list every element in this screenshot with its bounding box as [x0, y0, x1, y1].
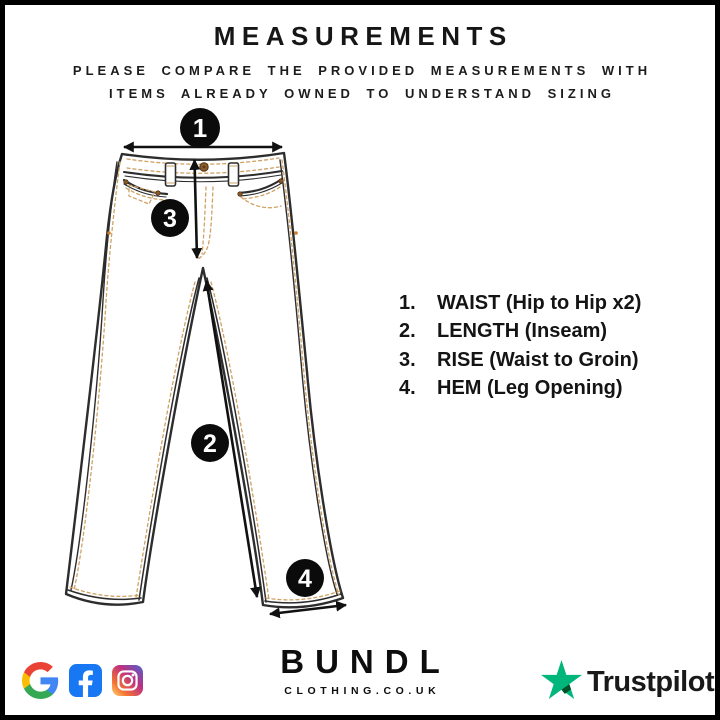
facebook-icon	[69, 664, 102, 702]
marker-1-badge	[180, 108, 220, 148]
marker-2-badge	[191, 424, 229, 462]
legend-item-label: HEM (Leg Opening)	[437, 377, 623, 400]
legend-item-label: LENGTH (Inseam)	[437, 320, 608, 343]
marker-3-badge	[151, 199, 189, 237]
legend-item-label: RISE (Waist to Groin)	[437, 348, 639, 371]
brand-logo	[280, 643, 451, 697]
legend-item-waist	[399, 289, 641, 318]
marker-4-number: 4	[298, 565, 312, 593]
legend-item-label: WAIST (Hip to Hip x2)	[437, 291, 642, 314]
jeans-diagram	[50, 95, 380, 630]
marker-4-badge	[286, 559, 324, 597]
social-icons	[22, 662, 143, 704]
page-title: MEASUREMENTS	[213, 21, 513, 51]
brand-name: BUNDL	[280, 643, 451, 680]
subtitle-line-1: PLEASE COMPARE THE PROVIDED MEASUREMENTS WITH	[72, 63, 652, 78]
legend-item-number: 1.	[399, 291, 416, 314]
trustpilot-wordmark: Trustpilot	[587, 665, 715, 698]
header	[5, 5, 715, 105]
marker-3-number: 3	[163, 205, 177, 233]
legend-list	[399, 289, 641, 403]
legend-item-number: 2.	[399, 320, 416, 343]
trustpilot-star-icon	[541, 660, 582, 704]
instagram-icon	[112, 665, 143, 701]
google-icon	[22, 662, 59, 704]
subtitle-line-2: ITEMS ALREADY OWNED TO UNDERSTAND SIZING	[109, 86, 615, 101]
legend-item-number: 3.	[399, 348, 416, 371]
marker-1-number: 1	[192, 113, 208, 143]
jeans-illustration	[66, 153, 343, 607]
legend-item-rise	[399, 346, 641, 375]
trustpilot-logo	[541, 660, 714, 704]
legend-item-hem	[399, 375, 641, 404]
legend-item-length	[399, 318, 641, 347]
legend-item-number: 4.	[399, 377, 416, 400]
marker-2-number: 2	[203, 430, 217, 458]
brand-domain: CLOTHING.CO.UK	[284, 685, 441, 697]
